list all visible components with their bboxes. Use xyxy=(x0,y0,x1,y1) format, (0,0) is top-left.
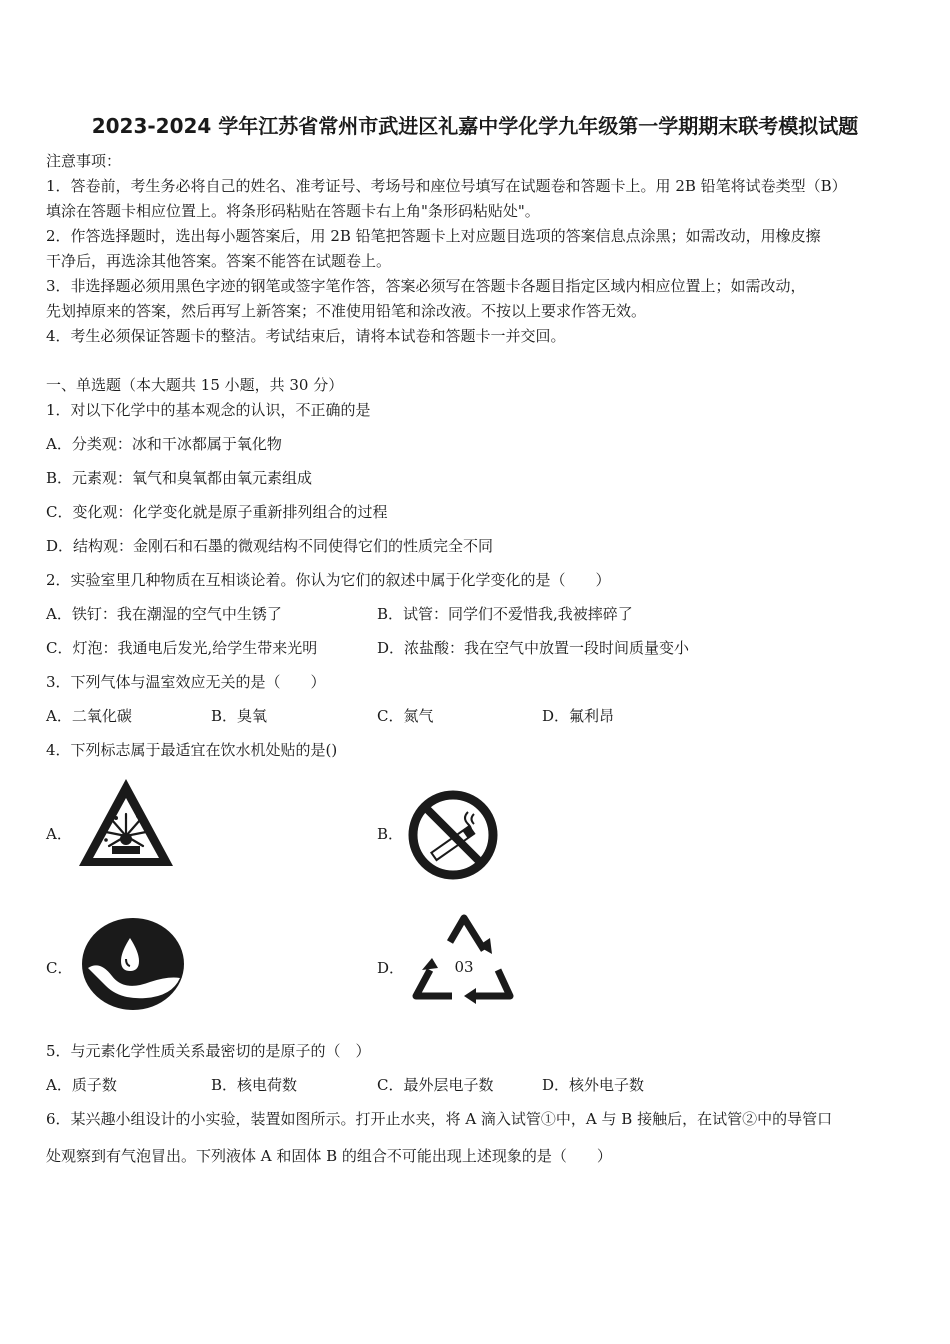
q2-stem: 2．实验室里几种物质在互相谈论着。你认为它们的叙述中属于化学变化的是（ ） xyxy=(46,571,611,589)
q1-stem: 1．对以下化学中的基本观念的认识，不正确的是 xyxy=(46,401,371,419)
explosive-warning-icon xyxy=(76,776,176,872)
q1-option-c: C．变化观：化学变化就是原子重新排列组合的过程 xyxy=(46,503,388,521)
recycle-code: 03 xyxy=(454,958,474,976)
notice-line: 先划掉原来的答案，然后再写上新答案；不准使用铅笔和涂改液。不按以上要求作答无效。 xyxy=(46,302,647,320)
q2-option-d: D．浓盐酸：我在空气中放置一段时间质量变小 xyxy=(377,639,690,657)
notice-heading: 注意事项： xyxy=(46,152,122,170)
q4-option-c-label: C． xyxy=(46,959,73,977)
water-saving-icon xyxy=(80,916,186,1012)
q5-option-b: B．核电荷数 xyxy=(211,1076,298,1094)
q3-option-b: B．臭氧 xyxy=(211,707,268,725)
notice-line: 干净后，再选涂其他答案。答案不能答在试题卷上。 xyxy=(46,252,392,270)
q3-option-d: D．氟利昂 xyxy=(542,707,615,725)
q3-stem: 3．下列气体与温室效应无关的是（ ） xyxy=(46,673,326,691)
q2-option-b: B．试管：同学们不爱惜我,我被摔碎了 xyxy=(377,605,633,623)
q3-option-a: A．二氧化碳 xyxy=(46,707,132,725)
q1-option-a: A．分类观：冰和干冰都属于氧化物 xyxy=(46,435,282,453)
q5-option-a: A．质子数 xyxy=(46,1076,117,1094)
q4-stem: 4．下列标志属于最适宜在饮水机处贴的是() xyxy=(46,741,338,759)
notice-line: 2．作答选择题时，选出每小题答案后，用 2B 铅笔把答题卡上对应题目选项的答案信息点涂黑；如需改动，用橡皮擦 xyxy=(46,227,821,245)
q2-option-a: A．铁钉：我在潮湿的空气中生锈了 xyxy=(46,605,282,623)
q4-option-d-label: D． xyxy=(377,959,405,977)
q1-option-d: D．结构观：金刚石和石墨的微观结构不同使得它们的性质完全不同 xyxy=(46,537,494,555)
q4-option-a-label: A． xyxy=(46,825,72,843)
q2-option-c: C．灯泡：我通电后发光,给学生带来光明 xyxy=(46,639,318,657)
notice-line: 3．非选择题必须用黑色字迹的钢笔或签字笔作答，答案必须写在答题卡各题目指定区域内相应位置上；如需改动， xyxy=(46,277,806,295)
q6-stem-line2: 处观察到有气泡冒出。下列液体 A 和固体 B 的组合不可能出现上述现象的是（ ） xyxy=(46,1147,612,1165)
q5-option-c: C．最外层电子数 xyxy=(377,1076,494,1094)
section-heading: 一、单选题（本大题共 15 小题，共 30 分） xyxy=(46,376,344,394)
q1-option-b: B．元素观：氧气和臭氧都由氧元素组成 xyxy=(46,469,313,487)
no-smoking-icon xyxy=(408,790,498,880)
page-title: 2023-2024 学年江苏省常州市武进区礼嘉中学化学九年级第一学期期末联考模拟试题 xyxy=(91,114,859,138)
notice-line: 1．答卷前，考生务必将自己的姓名、准考证号、考场号和座位号填写在试题卷和答题卡上。用 2B 铅笔将试卷类型（B） xyxy=(46,177,847,195)
notice-line: 4．考生必须保证答题卡的整洁。考试结束后，请将本试卷和答题卡一并交回。 xyxy=(46,327,566,345)
q6-stem-line1: 6．某兴趣小组设计的小实验，装置如图所示。打开止水夹，将 A 滴入试管①中，A 与 B 接触后，在试管②中的导管口 xyxy=(46,1110,833,1128)
q5-stem: 5．与元素化学性质关系最密切的是原子的（ ） xyxy=(46,1042,371,1060)
q4-option-b-label: B． xyxy=(377,825,404,843)
notice-line: 填涂在答题卡相应位置上。将条形码粘贴在答题卡右上角"条形码粘贴处"。 xyxy=(46,202,540,220)
recycle-icon xyxy=(410,910,518,1006)
q3-option-c: C．氮气 xyxy=(377,707,434,725)
q5-option-d: D．核外电子数 xyxy=(542,1076,645,1094)
